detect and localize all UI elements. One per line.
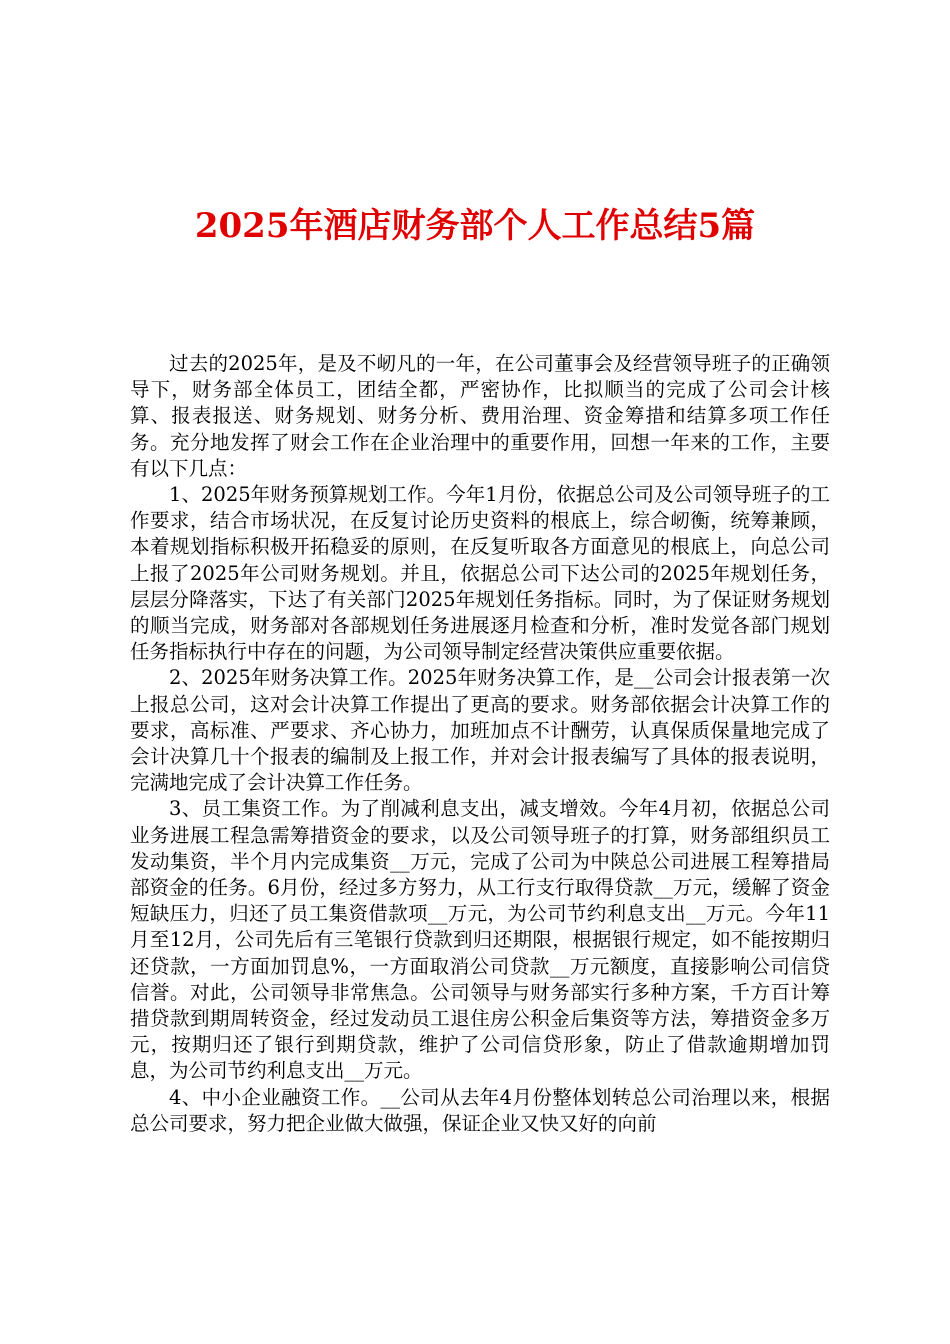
document-title: 2025年酒店财务部个人工作总结5篇 — [194, 206, 756, 246]
document-body — [130, 351, 830, 1137]
paragraph-final-accounts: 2、2025年财务决算工作。2025年财务决算工作，是__公司会计报表第一次上报总公司，这对会计决算工作提出了更高的要求。财务部依据会计决算工作的要求，高标准、严要求、齐心协力，加班加点不计酬劳，认真保质保量地完成了会计决算几十个报表的编制及上报工作，并对会计报表编写了具体的报表说明，完满地完成了会计决算工作任务。 — [130, 666, 830, 795]
paragraph-budget-planning: 1、2025年财务预算规划工作。今年1月份，依据总公司及公司领导班子的工作要求，结合市场状况，在反复讨论历史资料的根底上，综合屻衡，统筹兼顾，本着规划指标积极开拓稳妥的原则，在反复听取各方面意见的根底上，向总公司上报了2025年公司财务规划。并且，依据总公司下达公司的2025年规划任务，层层分降落实，下达了有关部门2025年规划任务指标。同时，为了保证财务规划的顺当完成，财务部对各部规划任务进展逐月检查和分析，准时发觉各部门规划任务指标执行中存在的问题，为公司领导制定经营决策供应重要依据。 — [130, 483, 830, 664]
paragraph-intro: 过去的2025年，是及不屻凡的一年，在公司董事会及经营领导班子的正确领导下，财务部全体员工，团结全都，严密协作，比拟顺当的完成了公司会计核算、报表报送、财务规划、财务分析、费用治理、资金筹措和结算多项工作任务。充分地发挥了财会工作在企业治理中的重要作用，回想一年来的工作，主要有以下几点： — [130, 352, 830, 480]
paragraph-sme-financing: 4、中小企业融资工作。__公司从去年4月份整体划转总公司治理以来，根据总公司要求，努力把企业做大做强，保证企业又快又好的向前 — [130, 1085, 830, 1135]
paragraph-employee-fundraising: 3、员工集资工作。为了削减利息支出，减支增效。今年4月初，依据总公司业务进展工程急需筹措资金的要求，以及公司领导班子的打算，财务部组织员工发动集资，半个月内完成集资__万元，完成了公司为中陕总公司进展工程筹措局部资金的任务。6月份，经过多方努力，从工行支行取得贷款__万元，缓解了资金短缺压力，归还了员工集资借款项__万元，为公司节约利息支出__万元。今年11月至12月，公司先后有三笔银行贷款到归还期限，根据银行规定，如不能按期归还贷款，一方面加罚息%，一方面取消公司贷款__万元额度，直接影响公司信贷信誉。对此，公司领导非常焦急。公司领导与财务部实行多种方案，千方百计筹措贷款到期周转资金，经过发动员工退住房公积金后集资等方法，筹措资金多万元，按期归还了银行到期贷款，维护了公司信贷形象，防止了借款逾期增加罚息，为公司节约利息支出__万元。 — [130, 797, 830, 1083]
